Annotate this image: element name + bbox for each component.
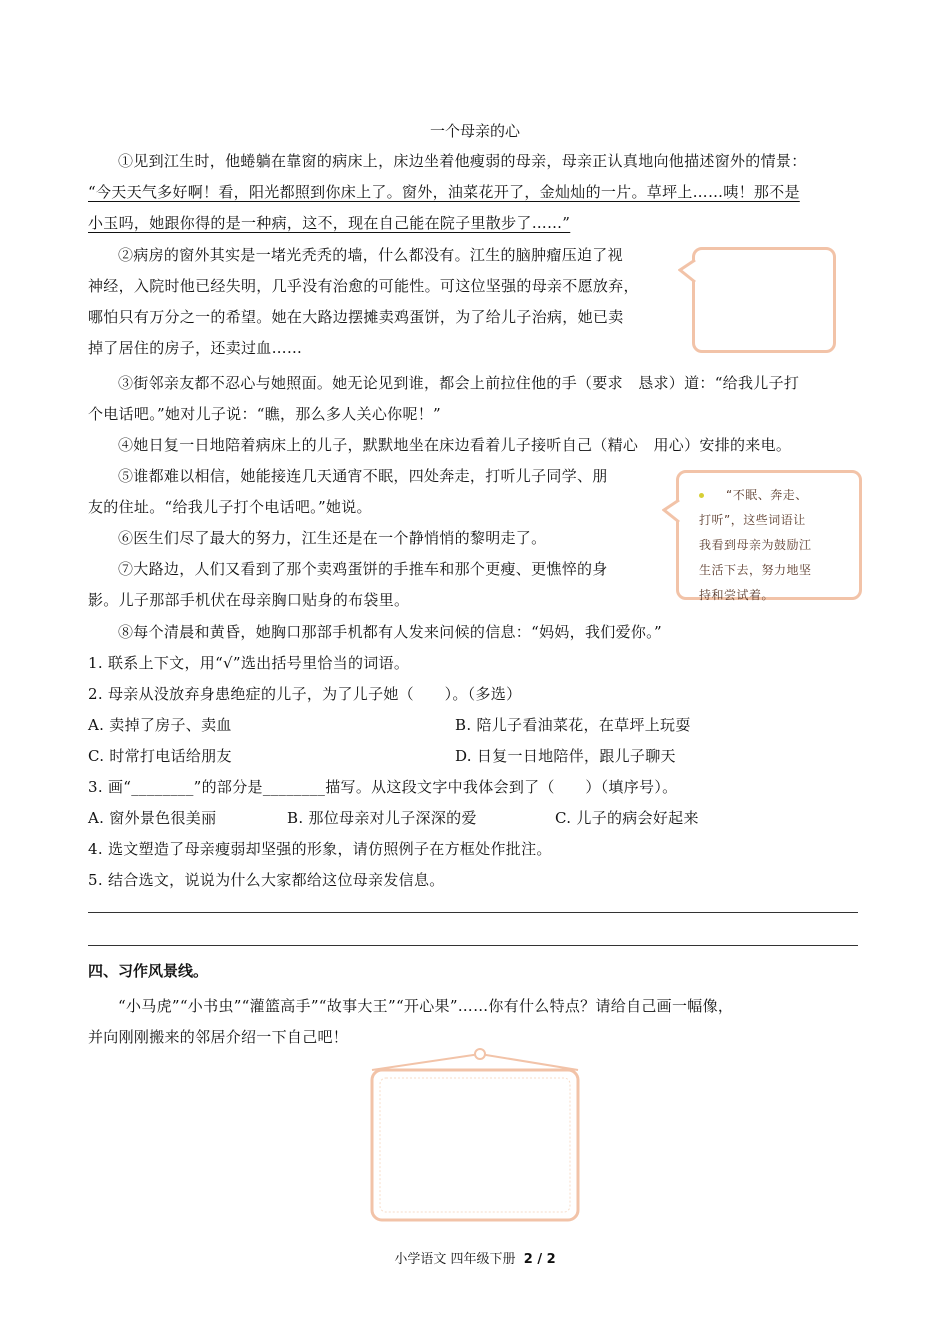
question-4: 4. 选文塑造了母亲瘦弱却坚强的形象，请仿照例子在方框处作批注。 <box>88 840 552 858</box>
question-5: 5. 结合选文，说说为什么大家都给这位母亲发信息。 <box>88 871 445 889</box>
note-line-4: 生活下去，努力地坚 <box>699 563 812 577</box>
note-line-2: 打听”，这些词语让 <box>699 513 806 527</box>
paragraph-8: ⑧每个清晨和黄昏，她胸口那部手机都有人发来问候的信息：“妈妈，我们爱你。” <box>118 623 662 641</box>
answer-line-2[interactable] <box>88 945 858 946</box>
question-2-option-c[interactable]: C. 时常打电话给朋友 <box>88 747 232 765</box>
paragraph-1-underlined-line-2: 小玉吗，她跟你得的是一种病，这不，现在自己能在院子里散步了……” <box>88 214 571 232</box>
paragraph-1-underlined-line-1: “今天天气多好啊！看，阳光都照到你床上了。窗外，油菜花开了，金灿灿的一片。草坪上……咦！那不是 <box>88 183 800 201</box>
paragraph-5-line-1: ⑤谁都难以相信，她能接连几天通宵不眠，四处奔走，打听儿子同学、朋 <box>118 467 608 485</box>
page-footer <box>0 1248 950 1267</box>
footer-page-number: 2 / 2 <box>523 1252 556 1267</box>
note-line-3: 我看到母亲为鼓励江 <box>699 538 812 552</box>
annotation-box-tail <box>678 258 698 288</box>
paragraph-2-line-3: 哪怕只有万分之一的希望。她在大路边摆摊卖鸡蛋饼，为了给儿子治病，她已卖 <box>88 308 624 326</box>
question-2-option-b[interactable]: B. 陪儿子看油菜花，在草坪上玩耍 <box>455 716 691 734</box>
paragraph-3-line-2: 个电话吧。”她对儿子说：“瞧，那么多人关心你呢！” <box>88 405 442 423</box>
paragraph-2-line-1: ②病房的窗外其实是一堵光秃秃的墙，什么都没有。江生的脑肿瘤压迫了视 <box>118 246 623 264</box>
paragraph-2-line-2: 神经，入院时他已经失明，几乎没有治愈的可能性。可这位坚强的母亲不愿放弃， <box>88 277 639 295</box>
paragraph-5-line-2: 友的住址。“给我儿子打个电话吧。”她说。 <box>88 498 372 516</box>
question-2-option-a[interactable]: A. 卖掉了房子、卖血 <box>88 716 232 734</box>
question-2: 2. 母亲从没放弃身患绝症的儿子，为了儿子她（ ）。（多选） <box>88 685 522 703</box>
question-3: 3. 画“________”的部分是________描写。从这段文字中我体会到了（ ）（填序号）。 <box>88 778 678 796</box>
section-4-heading: 四、习作风景线。 <box>88 962 209 980</box>
paragraph-7-line-1: ⑦大路边，人们又看到了那个卖鸡蛋饼的手推车和那个更瘦、更憔悴的身 <box>118 560 608 578</box>
paragraph-2-line-4: 掉了居住的房子，还卖过血…… <box>88 339 303 357</box>
paragraph-4: ④她日复一日地陪着病床上的儿子，默默地坐在床边看着儿子接听自己（精心 用心）安排的来电。 <box>118 436 792 454</box>
portrait-frame[interactable] <box>360 1046 590 1226</box>
paragraph-7-line-2: 影。儿子那部手机伏在母亲胸口贴身的布袋里。 <box>88 591 410 609</box>
section-4-text-line-2: 并向刚刚搬来的邻居介绍一下自己吧！ <box>88 1028 349 1046</box>
annotation-example-tail <box>662 498 682 528</box>
footer-course: 小学语文 四年级下册 <box>394 1252 516 1267</box>
question-3-option-c[interactable]: C. 儿子的病会好起来 <box>555 809 699 827</box>
question-1: 1. 联系上下文，用“√”选出括号里恰当的词语。 <box>88 654 410 672</box>
annotation-box-example <box>676 470 862 600</box>
answer-line-1[interactable] <box>88 912 858 913</box>
question-2-option-d[interactable]: D. 日复一日地陪伴，跟儿子聊天 <box>455 747 676 765</box>
passage-title: 一个母亲的心 <box>429 122 520 140</box>
paragraph-1: ①见到江生时，他蜷躺在靠窗的病床上，床边坐着他瘦弱的母亲，母亲正认真地向他描述窗外的情景： <box>118 152 807 170</box>
annotation-box-empty[interactable] <box>692 247 836 353</box>
note-line-1: “不眠、奔走、 <box>699 483 812 508</box>
note-line-5: 持和尝试着。 <box>699 588 775 602</box>
bullet-dot-icon <box>699 493 704 498</box>
section-4-text-line-1: “小马虎”“小书虫”“灌篮高手”“故事大王”“开心果”……你有什么特点？请给自己画一幅像， <box>118 997 734 1015</box>
question-3-option-a[interactable]: A. 窗外景色很美丽 <box>88 809 217 827</box>
paragraph-6: ⑥医生们尽了最大的努力，江生还是在一个静悄悄的黎明走了。 <box>118 529 547 547</box>
paragraph-3-line-1: ③街邻亲友都不忍心与她照面。她无论见到谁，都会上前拉住他的手（要求 恳求）道：“给我儿子打 <box>118 374 800 392</box>
question-3-option-b[interactable]: B. 那位母亲对儿子深深的爱 <box>287 809 477 827</box>
